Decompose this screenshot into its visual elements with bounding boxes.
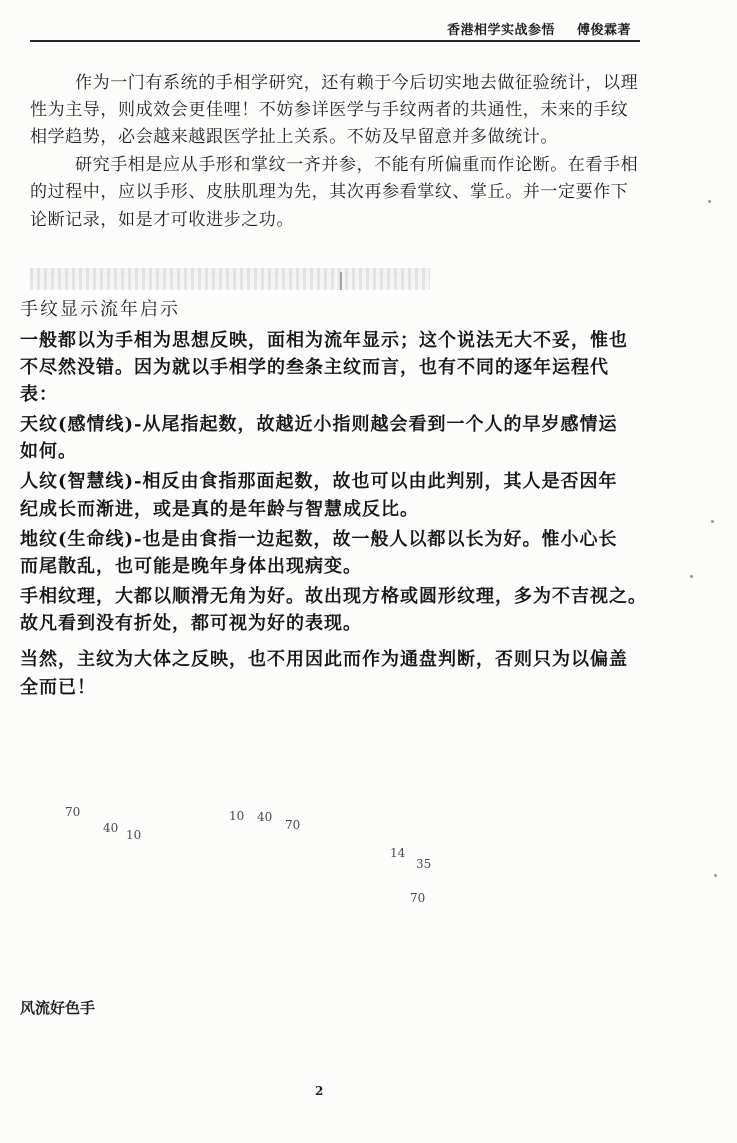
figure-label: 70: [410, 891, 426, 905]
paragraph-line: 天纹(感情线)-从尾指起数，故越近小指则越会看到一个人的早岁感情运: [20, 414, 618, 435]
scan-speck: [708, 200, 711, 203]
scan-speck: [714, 874, 717, 877]
page-number: 2: [315, 1084, 324, 1098]
figure-label: 70: [65, 805, 81, 819]
figure-label: 14: [390, 846, 406, 860]
scan-speck: [711, 520, 714, 523]
figure-label: 70: [285, 818, 301, 832]
scan-speck: [690, 575, 693, 578]
book-title: 香港相学实战参悟: [447, 23, 556, 38]
paragraph-line: 研究手相是应从手形和掌纹一齐并参，不能有所偏重而作论断。在看手相: [75, 155, 639, 175]
header-rule: [30, 40, 640, 42]
paragraph-line: 作为一门有系统的手相学研究，还有赖于今后切实地去做征验统计，以理: [75, 73, 639, 93]
section-heading: 手纹显示流年启示: [20, 299, 180, 320]
paragraph-line: 而尾散乱，也可能是晚年身体出现病变。: [20, 556, 362, 577]
paragraph-line: 的过程中，应以手形、皮肤肌理为先，其次再参看掌纹、掌丘。并一定要作下: [30, 182, 629, 202]
paragraph-line: 全而已！: [20, 677, 96, 698]
paragraph-line: 不尽然没错。因为就以手相学的叁条主纹而言，也有不同的逐年运程代: [20, 357, 609, 378]
paragraph-line: 当然，主纹为大体之反映，也不用因此而作为通盘判断，否则只为以偏盖: [20, 649, 628, 670]
scan-mark: [340, 272, 342, 290]
paragraph-line: 手相纹理，大都以顺滑无角为好。故出现方格或圆形纹理，多为不吉视之。: [20, 586, 647, 607]
paragraph-line: 人纹(智慧线)-相反由食指那面起数，故也可以由此判别，其人是否因年: [20, 471, 618, 492]
paragraph-line: 性为主导，则成效会更佳哩！不妨参详医学与手纹两者的共通性，未来的手纹: [30, 100, 629, 120]
figure-label: 40: [103, 821, 119, 835]
figure-label: 10: [126, 828, 142, 842]
paragraph-line: 表：: [20, 384, 58, 405]
figure-label: 40: [257, 810, 273, 824]
book-author: 傅俊霖著: [577, 23, 632, 38]
next-section-heading: 风流好色手: [20, 999, 96, 1017]
paragraph-line: 论断记录，如是才可收进步之功。: [30, 210, 294, 230]
figure-label: 10: [229, 809, 245, 823]
paragraph-line: 如何。: [20, 441, 77, 462]
paragraph-line: 纪成长而渐进，或是真的是年龄与智慧成反比。: [20, 499, 419, 520]
paragraph-line: 相学趋势，必会越来越跟医学扯上关系。不妨及早留意并多做统计。: [30, 127, 558, 147]
paragraph-line: 一般都以为手相为思想反映，面相为流年显示；这个说法无大不妥，惟也: [20, 330, 628, 351]
figure-label: 35: [416, 857, 432, 871]
faded-scan-strip: [30, 268, 430, 290]
paragraph-line: 故凡看到没有折处，都可视为好的表现。: [20, 613, 362, 634]
paragraph-line: 地纹(生命线)-也是由食指一边起数，故一般人以都以长为好。惟小心长: [20, 529, 618, 550]
